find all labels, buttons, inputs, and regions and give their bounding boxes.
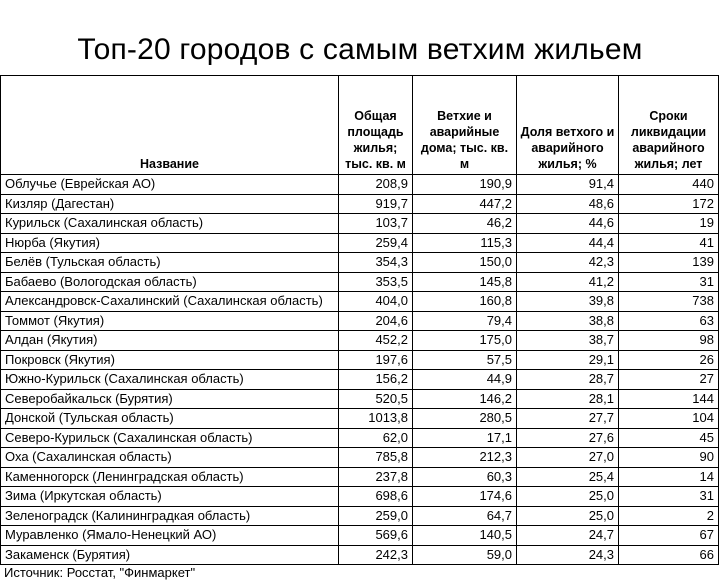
cell-area: 242,3 (339, 545, 413, 565)
cell-share: 24,7 (517, 526, 619, 546)
cell-term: 440 (619, 175, 719, 195)
cell-term: 2 (619, 506, 719, 526)
cell-name: Северобайкальск (Бурятия) (1, 389, 339, 409)
cell-area: 197,6 (339, 350, 413, 370)
cell-term: 104 (619, 409, 719, 429)
cell-dilapidated: 17,1 (413, 428, 517, 448)
cell-dilapidated: 146,2 (413, 389, 517, 409)
cell-dilapidated: 46,2 (413, 214, 517, 234)
table-row (1, 311, 719, 331)
cell-share: 38,7 (517, 331, 619, 351)
cell-term: 139 (619, 253, 719, 273)
cell-term: 31 (619, 272, 719, 292)
table-row (1, 545, 719, 565)
cell-name: Закаменск (Бурятия) (1, 545, 339, 565)
cell-dilapidated: 79,4 (413, 311, 517, 331)
cell-area: 919,7 (339, 194, 413, 214)
cell-name: Бабаево (Вологодская область) (1, 272, 339, 292)
cell-term: 31 (619, 487, 719, 507)
cell-dilapidated: 60,3 (413, 467, 517, 487)
cell-area: 1013,8 (339, 409, 413, 429)
cell-share: 39,8 (517, 292, 619, 312)
cell-name: Облучье (Еврейская АО) (1, 175, 339, 195)
cell-dilapidated: 190,9 (413, 175, 517, 195)
cell-name: Каменногорск (Ленинградская область) (1, 467, 339, 487)
cell-term: 45 (619, 428, 719, 448)
table-row (1, 428, 719, 448)
cell-area: 204,6 (339, 311, 413, 331)
table-row (1, 448, 719, 468)
source-note: Источник: Росстат, "Финмаркет" (4, 565, 196, 580)
cell-share: 27,0 (517, 448, 619, 468)
cell-term: 66 (619, 545, 719, 565)
cell-area: 62,0 (339, 428, 413, 448)
cell-share: 28,1 (517, 389, 619, 409)
cell-dilapidated: 175,0 (413, 331, 517, 351)
cell-term: 172 (619, 194, 719, 214)
data-table (0, 75, 719, 565)
cell-term: 144 (619, 389, 719, 409)
cell-share: 48,6 (517, 194, 619, 214)
cell-name: Алдан (Якутия) (1, 331, 339, 351)
header-dilapidated: Ветхие и аварийные дома; тыс. кв. м (413, 76, 517, 175)
header-area: Общая площадь жилья; тыс. кв. м (339, 76, 413, 175)
table-row (1, 506, 719, 526)
cell-area: 520,5 (339, 389, 413, 409)
cell-area: 259,0 (339, 506, 413, 526)
header-name: Название (1, 76, 339, 175)
table-row (1, 292, 719, 312)
table-row (1, 389, 719, 409)
cell-dilapidated: 212,3 (413, 448, 517, 468)
cell-dilapidated: 57,5 (413, 350, 517, 370)
cell-name: Оха (Сахалинская область) (1, 448, 339, 468)
cell-name: Кизляр (Дагестан) (1, 194, 339, 214)
cell-share: 25,4 (517, 467, 619, 487)
table-row (1, 350, 719, 370)
cell-share: 29,1 (517, 350, 619, 370)
cell-name: Зеленоградск (Калининградкая область) (1, 506, 339, 526)
cell-area: 452,2 (339, 331, 413, 351)
cell-share: 28,7 (517, 370, 619, 390)
cell-term: 14 (619, 467, 719, 487)
cell-name: Томмот (Якутия) (1, 311, 339, 331)
page-title: Топ-20 городов с самым ветхим жильем (77, 33, 643, 66)
cell-share: 44,6 (517, 214, 619, 234)
cell-term: 738 (619, 292, 719, 312)
cell-term: 90 (619, 448, 719, 468)
cell-dilapidated: 145,8 (413, 272, 517, 292)
cell-name: Южно-Курильск (Сахалинская область) (1, 370, 339, 390)
cell-dilapidated: 447,2 (413, 194, 517, 214)
table-row (1, 175, 719, 195)
cell-term: 98 (619, 331, 719, 351)
cell-dilapidated: 64,7 (413, 506, 517, 526)
table-row (1, 331, 719, 351)
cell-share: 27,6 (517, 428, 619, 448)
cell-area: 569,6 (339, 526, 413, 546)
cell-area: 404,0 (339, 292, 413, 312)
cell-name: Нюрба (Якутия) (1, 233, 339, 253)
cell-share: 25,0 (517, 487, 619, 507)
table-row (1, 214, 719, 234)
cell-dilapidated: 140,5 (413, 526, 517, 546)
cell-term: 67 (619, 526, 719, 546)
cell-dilapidated: 160,8 (413, 292, 517, 312)
cell-area: 259,4 (339, 233, 413, 253)
table-row (1, 409, 719, 429)
cell-share: 38,8 (517, 311, 619, 331)
cell-term: 41 (619, 233, 719, 253)
table-row (1, 233, 719, 253)
table-row (1, 194, 719, 214)
cell-name: Северо-Курильск (Сахалинская область) (1, 428, 339, 448)
cell-dilapidated: 115,3 (413, 233, 517, 253)
cell-name: Александровск-Сахалинский (Сахалинская область) (1, 292, 339, 312)
header-term: Сроки ликвидации аварийного жилья; лет (619, 76, 719, 175)
cell-share: 42,3 (517, 253, 619, 273)
cell-dilapidated: 59,0 (413, 545, 517, 565)
cell-share: 91,4 (517, 175, 619, 195)
table-row (1, 487, 719, 507)
header-share: Доля ветхого и аварийного жилья; % (517, 76, 619, 175)
cell-area: 698,6 (339, 487, 413, 507)
cell-share: 41,2 (517, 272, 619, 292)
cell-share: 25,0 (517, 506, 619, 526)
cell-name: Донской (Тульская область) (1, 409, 339, 429)
cell-share: 24,3 (517, 545, 619, 565)
cell-term: 27 (619, 370, 719, 390)
cell-dilapidated: 44,9 (413, 370, 517, 390)
cell-dilapidated: 174,6 (413, 487, 517, 507)
cell-area: 208,9 (339, 175, 413, 195)
table-row (1, 526, 719, 546)
cell-name: Зима (Иркутская область) (1, 487, 339, 507)
cell-dilapidated: 280,5 (413, 409, 517, 429)
table-row (1, 272, 719, 292)
cell-area: 237,8 (339, 467, 413, 487)
table-body (1, 175, 719, 565)
cell-area: 103,7 (339, 214, 413, 234)
table-row (1, 467, 719, 487)
cell-area: 156,2 (339, 370, 413, 390)
cell-area: 354,3 (339, 253, 413, 273)
cell-dilapidated: 150,0 (413, 253, 517, 273)
cell-name: Курильск (Сахалинская область) (1, 214, 339, 234)
cell-share: 44,4 (517, 233, 619, 253)
cell-area: 353,5 (339, 272, 413, 292)
cell-share: 27,7 (517, 409, 619, 429)
table-header-row (1, 76, 719, 175)
cell-name: Муравленко (Ямало-Ненецкий АО) (1, 526, 339, 546)
cell-term: 63 (619, 311, 719, 331)
cell-name: Белёв (Тульская область) (1, 253, 339, 273)
cell-term: 26 (619, 350, 719, 370)
table-row (1, 370, 719, 390)
cell-term: 19 (619, 214, 719, 234)
cell-area: 785,8 (339, 448, 413, 468)
cell-name: Покровск (Якутия) (1, 350, 339, 370)
table-row (1, 253, 719, 273)
